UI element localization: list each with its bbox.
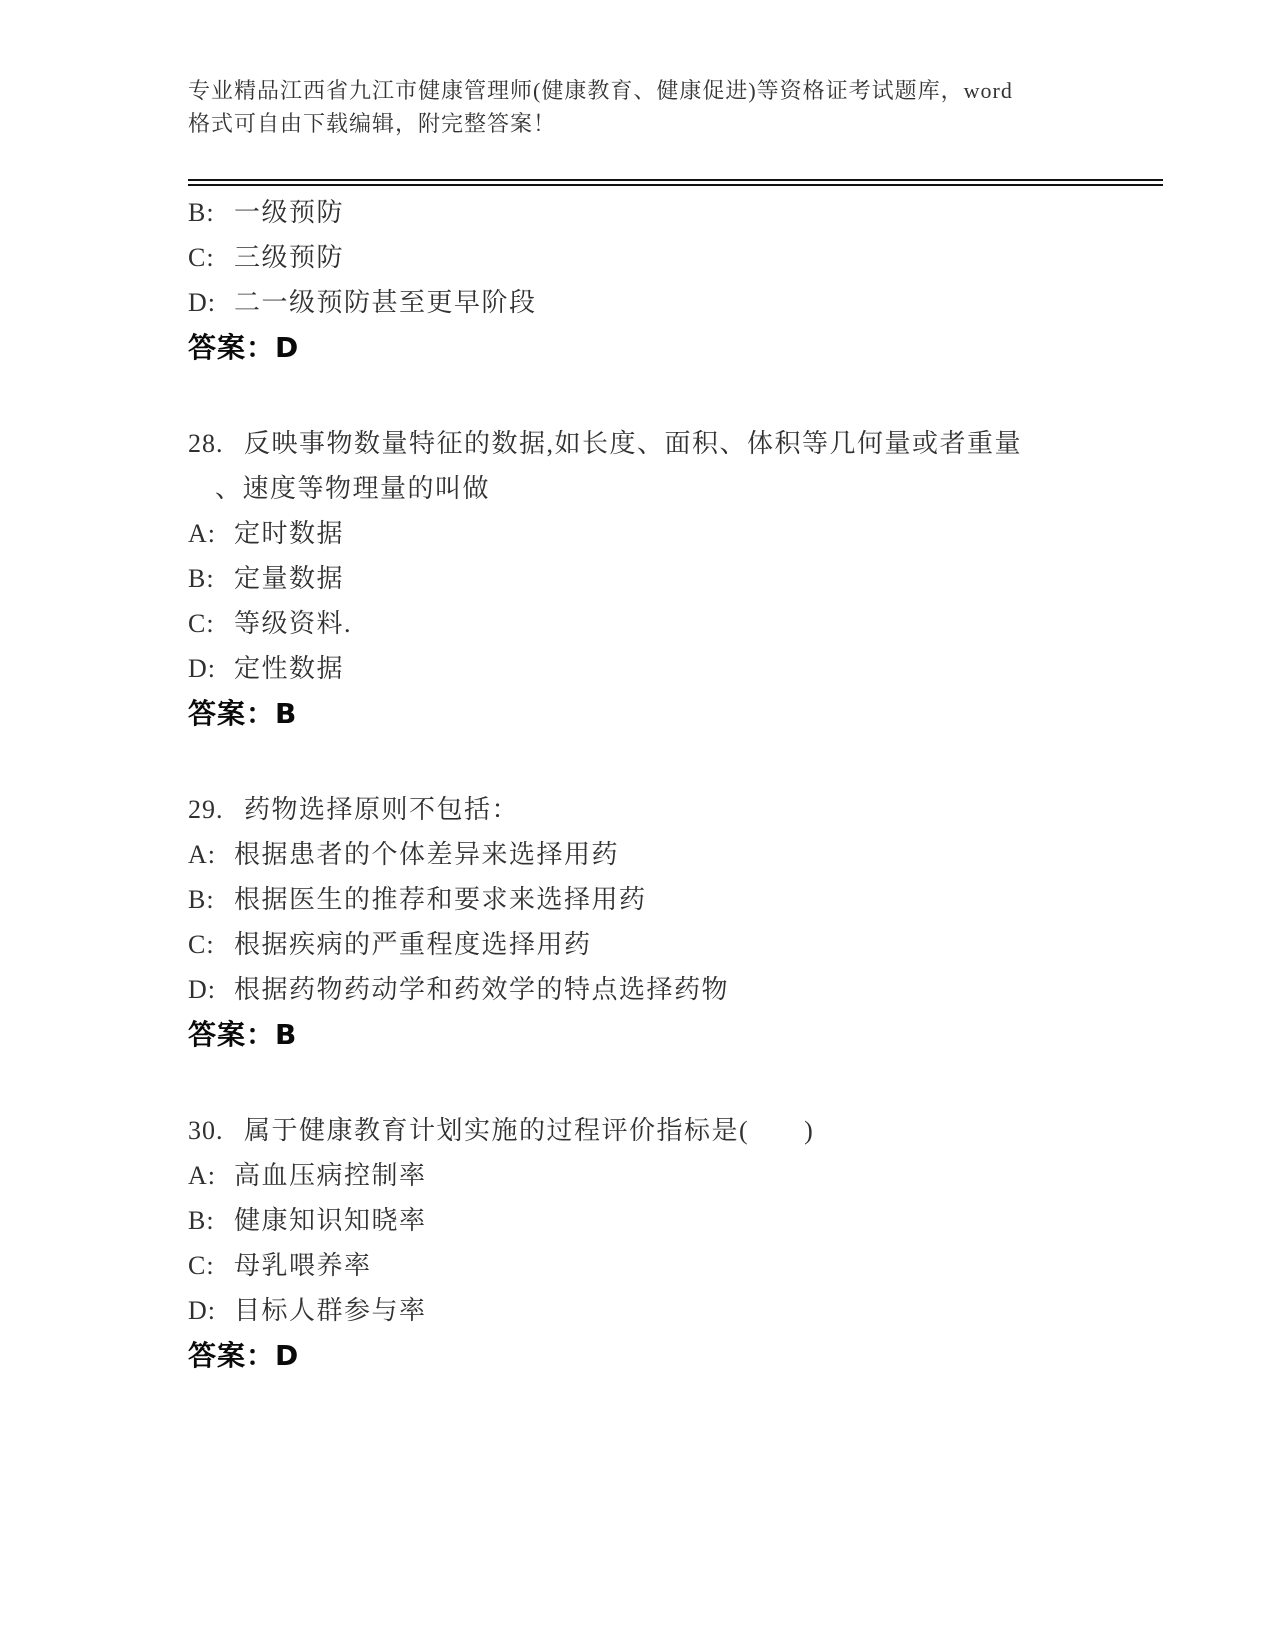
option-line [188, 646, 1188, 691]
header-line-1: 专业精品江西省九江市健康管理师(健康教育、健康促进)等资格证考试题库，word [188, 78, 1013, 103]
option-line [188, 280, 1188, 325]
option-text: 定性数据 [234, 654, 345, 683]
question-block [188, 421, 1188, 736]
answer-value: D [275, 331, 300, 364]
option-label: B: [188, 198, 215, 227]
answer-line [188, 1333, 1188, 1378]
document-header [188, 74, 1168, 140]
option-line [188, 1288, 1188, 1333]
option-text: 根据患者的个体差异来选择用药 [234, 840, 620, 869]
option-line [188, 235, 1188, 280]
question-block [188, 787, 1188, 1057]
option-text: 高血压病控制率 [234, 1161, 427, 1190]
question-block [188, 190, 1188, 370]
option-label: D: [188, 1296, 216, 1325]
question-title-line [188, 421, 1188, 466]
question-number: 30. [188, 1116, 224, 1145]
answer-value: B [275, 1018, 298, 1051]
answer-value: B [275, 697, 298, 730]
answer-line [188, 691, 1188, 736]
header-line-2: 格式可自由下载编辑，附完整答案！ [188, 111, 557, 136]
option-text: 根据医生的推荐和要求来选择用药 [234, 885, 647, 914]
option-text: 定时数据 [234, 519, 345, 548]
option-line [188, 967, 1188, 1012]
question-number: 29. [188, 795, 224, 824]
option-label: D: [188, 288, 216, 317]
option-label: A: [188, 519, 216, 548]
option-label: D: [188, 975, 216, 1004]
option-label: C: [188, 930, 215, 959]
question-text: 反映事物数量特征的数据,如长度、面积、体积等几何量或者重量 [244, 429, 1023, 458]
question-title-line [188, 787, 1188, 832]
question-text-continuation: 、速度等物理量的叫做 [215, 474, 491, 503]
option-label: C: [188, 243, 215, 272]
question-text: 属于健康教育计划实施的过程评价指标是( ) [244, 1116, 815, 1145]
document-body [188, 190, 1188, 1378]
option-text: 健康知识知晓率 [234, 1206, 427, 1235]
option-label: B: [188, 564, 215, 593]
answer-label: 答案： [188, 1339, 276, 1372]
header-double-rule [188, 179, 1163, 186]
option-label: C: [188, 1251, 215, 1280]
question-title-line [188, 1108, 1188, 1153]
option-line [188, 1243, 1188, 1288]
option-line [188, 1153, 1188, 1198]
option-text: 三级预防 [234, 243, 345, 272]
answer-line [188, 1012, 1188, 1057]
option-line [188, 601, 1188, 646]
question-text: 药物选择原则不包括： [244, 795, 520, 824]
option-text: 定量数据 [234, 564, 345, 593]
option-label: C: [188, 609, 215, 638]
answer-label: 答案： [188, 331, 276, 364]
option-text: 母乳喂养率 [234, 1251, 372, 1280]
option-text: 等级资料. [234, 609, 353, 638]
option-line [188, 511, 1188, 556]
option-text: 根据药物药动学和药效学的特点选择药物 [234, 975, 730, 1004]
option-line [188, 556, 1188, 601]
question-number: 28. [188, 429, 224, 458]
option-text: 目标人群参与率 [234, 1296, 427, 1325]
answer-label: 答案： [188, 1018, 276, 1051]
option-label: B: [188, 885, 215, 914]
option-label: B: [188, 1206, 215, 1235]
answer-line [188, 325, 1188, 370]
option-line [188, 832, 1188, 877]
answer-label: 答案： [188, 697, 276, 730]
option-label: A: [188, 840, 216, 869]
option-line [188, 1198, 1188, 1243]
question-block [188, 1108, 1188, 1378]
answer-value: D [275, 1339, 300, 1372]
option-line [188, 190, 1188, 235]
option-text: 二一级预防甚至更早阶段 [234, 288, 537, 317]
option-label: A: [188, 1161, 216, 1190]
option-text: 一级预防 [234, 198, 345, 227]
option-line [188, 922, 1188, 967]
option-line [188, 877, 1188, 922]
option-text: 根据疾病的严重程度选择用药 [234, 930, 592, 959]
option-label: D: [188, 654, 216, 683]
